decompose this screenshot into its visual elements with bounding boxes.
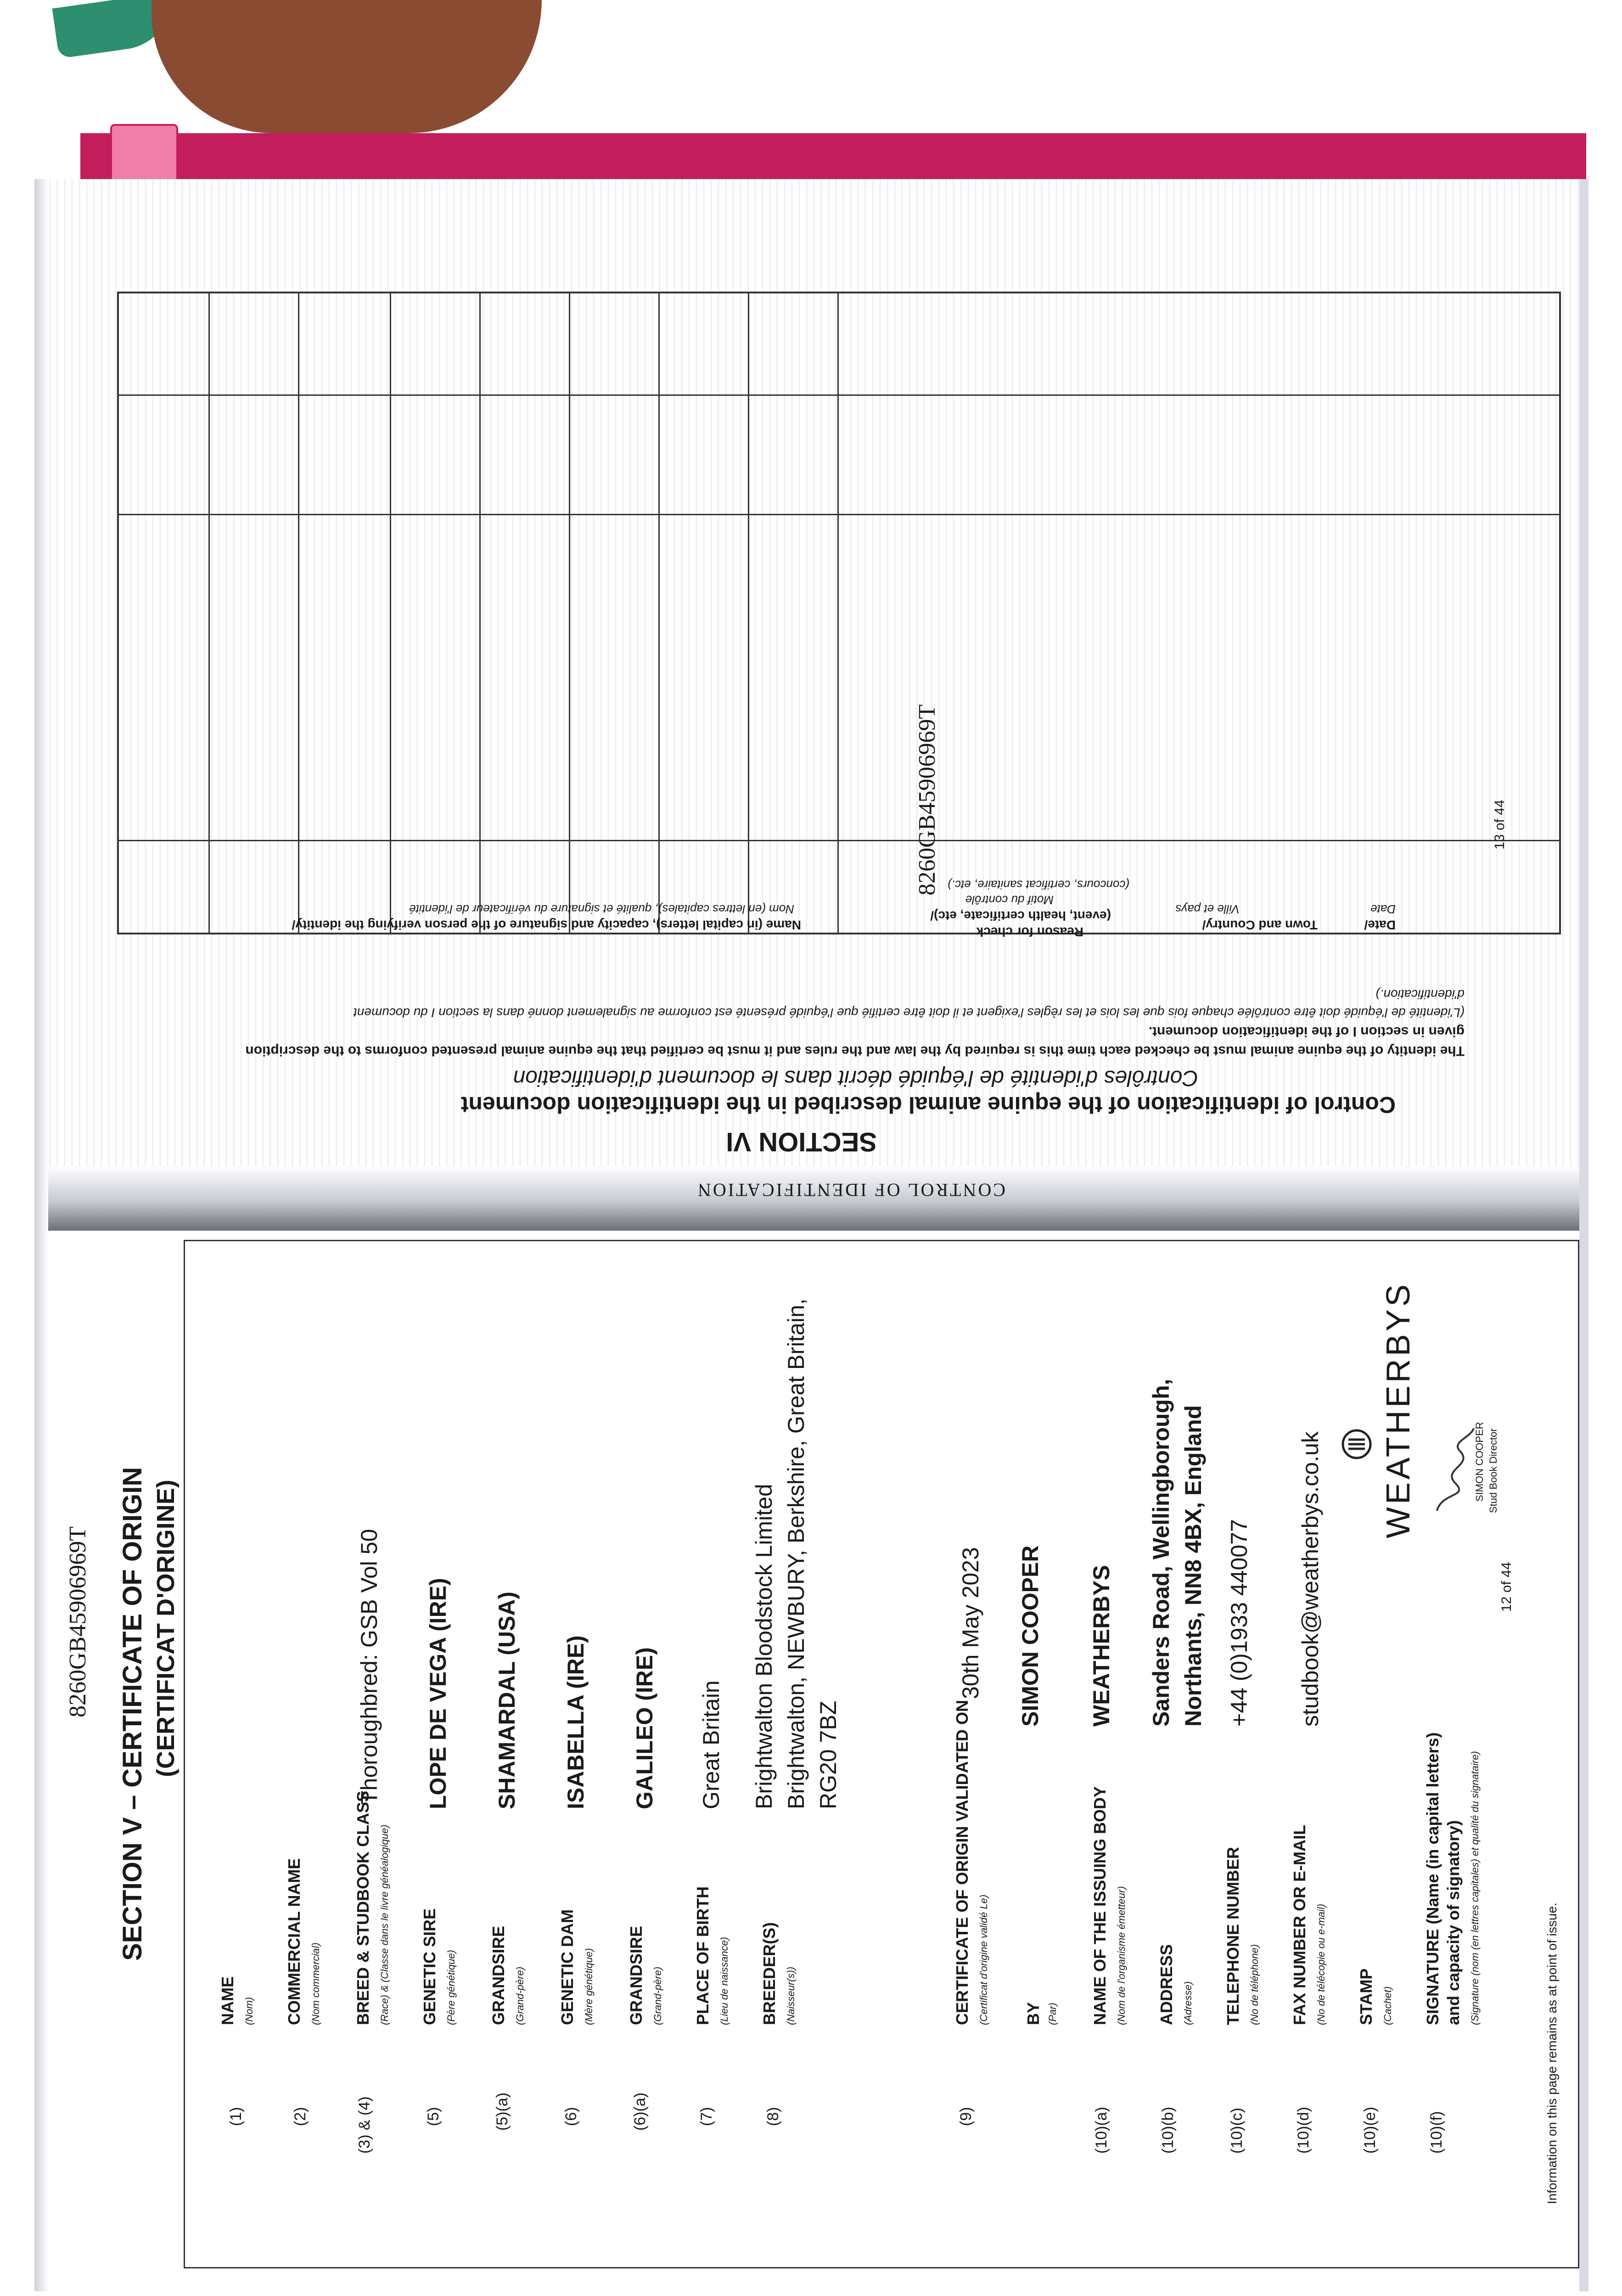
weatherbys-crest-icon xyxy=(1338,1426,1375,1463)
photo-edge-brown xyxy=(152,0,542,133)
field-sub-grandsire-sire: (Grand-père) xyxy=(514,1966,526,2025)
field-num-7: (7) xyxy=(698,2107,715,2126)
field-sub-breed: (Race) & (Classe dans le livre généalogique) xyxy=(379,1824,390,2025)
field-sub-genetic-sire: (Père génétique) xyxy=(445,1950,457,2025)
stamp-text: WEATHERBYS xyxy=(1380,1282,1417,1538)
section-vi-title: SECTION VI xyxy=(726,1127,877,1157)
field-sub-validated-on: (Certificat d'origine validé Le) xyxy=(978,1894,989,2025)
section-vi-heading: Control of identification of the equine animal described in the identification document xyxy=(460,1092,1396,1118)
field-value-genetic-dam: ISABELLA (IRE) xyxy=(563,1635,589,1809)
intro-en-line2: given in section I of the identification document. xyxy=(1148,1024,1465,1039)
field-sub-stamp: (Cachet) xyxy=(1382,1986,1393,2025)
field-num-10d: (10)(d) xyxy=(1295,2106,1312,2154)
passport-cover-edge xyxy=(80,133,1586,179)
field-value-email: studbook@weatherbys.co.uk xyxy=(1297,1431,1323,1727)
row-header-date: Date/ xyxy=(1364,918,1396,932)
field-value-grandsire-sire: SHAMARDAL (USA) xyxy=(494,1591,520,1809)
field-label-breeders: BREEDER(S) xyxy=(760,1922,779,2025)
table-col-divider xyxy=(390,293,391,934)
footer-note: Information on this page remains as at point of issue. xyxy=(1545,1902,1559,2204)
field-label-signature-line2: and capacity of signatory) xyxy=(1444,1820,1463,2025)
field-num-10b: (10)(b) xyxy=(1159,2106,1177,2154)
field-num-10c: (10)(c) xyxy=(1228,2107,1246,2154)
field-num-9: (9) xyxy=(957,2107,975,2126)
field-sub-issuing-body: (Nom de l'organisme émetteur) xyxy=(1116,1886,1127,2025)
field-sub-signature: (Signature (nom (en lettres capitales) et qualité du signataire) xyxy=(1469,1751,1481,2025)
field-label-validated-on: CERTIFICATE OF ORIGIN VALIDATED ON xyxy=(953,1700,971,2025)
field-value-place-of-birth: Great Britain xyxy=(698,1680,724,1809)
table-col-divider xyxy=(479,293,481,934)
field-label-genetic-dam: GENETIC DAM xyxy=(558,1909,577,2025)
field-num-10e: (10)(e) xyxy=(1361,2106,1379,2154)
field-num-8: (8) xyxy=(764,2107,782,2126)
field-num-5a: (5)(a) xyxy=(494,2092,511,2131)
field-sub-address: (Adresse) xyxy=(1182,1981,1194,2025)
field-value-address-line2: Northants, NN8 4BX, England xyxy=(1180,1405,1206,1727)
signatory-title: Stud Book Director xyxy=(1487,1428,1499,1513)
table-col-divider xyxy=(569,293,570,934)
identity-check-table xyxy=(117,292,1561,934)
running-head: CONTROL OF IDENTIFICATION xyxy=(696,1180,1005,1200)
table-row-divider xyxy=(119,840,1560,841)
field-sub-telephone: (No de téléphone) xyxy=(1249,1944,1260,2025)
field-label-grandsire-dam: GRANDSIRE xyxy=(627,1925,645,2025)
field-value-breeder-line3: RG20 7BZ xyxy=(815,1700,841,1809)
section-v-subtitle: (CERTIFICAT D'ORIGINE) xyxy=(152,1480,180,1777)
field-label-name: NAME xyxy=(218,1976,237,2025)
field-sub-genetic-dam: (Mère génétique) xyxy=(583,1948,595,2025)
intro-fr-line1: (L'identité de l'équidé doit être contrôlée chaque fois que les lois et les règles l'exigent et il doit être certifié que l'équidé présenté est conforme au signalement donné dans la section I du document xyxy=(354,1006,1465,1020)
table-row-divider xyxy=(119,514,1560,515)
field-num-2: (2) xyxy=(292,2107,309,2126)
signatory-name: SIMON COOPER xyxy=(1474,1422,1485,1502)
field-label-commercial-name: COMMERCIAL NAME xyxy=(285,1858,303,2025)
scan-edge-left xyxy=(34,179,48,2291)
row-header-reason-fr: Motif du contrôle xyxy=(965,893,1054,907)
field-label-by: BY xyxy=(1024,2002,1043,2025)
field-label-place-of-birth: PLACE OF BIRTH xyxy=(693,1886,712,2025)
field-label-issuing-body: NAME OF THE ISSUING BODY xyxy=(1090,1786,1109,2025)
field-value-breeder-line2: Brightwalton, NEWBURY, Berkshire, Great Britain, xyxy=(783,1298,809,1809)
section-v-title: SECTION V – CERTIFICATE OF ORIGIN xyxy=(118,1467,147,1961)
field-value-breeder-line1: Brightwalton Bloodstock Limited xyxy=(751,1484,777,1809)
table-col-divider xyxy=(208,293,210,934)
field-label-grandsire-sire: GRANDSIRE xyxy=(489,1925,508,2025)
field-sub-breeders: (Naisseur(s)) xyxy=(785,1966,797,2025)
row-header-date-fr: Date xyxy=(1370,902,1396,916)
field-value-by: SIMON COOPER xyxy=(1017,1545,1043,1727)
row-header-reason-fr-2: (concours, certificat sanitaire, etc.) xyxy=(948,878,1129,892)
field-num-3-4: (3) & (4) xyxy=(356,2096,373,2154)
row-header-reason: Reason for check xyxy=(976,925,1083,939)
row-header-town-fr: Ville et pays xyxy=(1175,902,1240,916)
intro-en-line1: The identity of the equine animal must be checked each time this is required by the law and the rules and it must be certified that the equine animal presented conforms to the description xyxy=(245,1043,1465,1058)
table-col-divider xyxy=(658,293,660,934)
field-label-telephone: TELEPHONE NUMBER xyxy=(1224,1846,1242,2025)
field-label-signature-line1: SIGNATURE (Name (in capital letters) xyxy=(1423,1732,1442,2025)
field-label-genetic-sire: GENETIC SIRE xyxy=(420,1908,439,2025)
table-col-divider xyxy=(748,293,749,934)
table-col-divider xyxy=(837,293,839,934)
table-row-divider xyxy=(119,394,1560,396)
field-label-breed: BREED & STUDBOOK CLASS xyxy=(354,1790,372,2025)
doc-number-left: 8260GB45906969T xyxy=(65,1526,91,1717)
field-sub-grandsire-dam: (Grand-père) xyxy=(652,1966,663,2025)
row-header-reason-2: (event, health certificate, etc)/ xyxy=(930,909,1111,923)
doc-number-right: 8260GB45906969T xyxy=(914,704,940,895)
section-vi-heading-fr: Contrôles d'identité de l'équidé décrit dans le document d'identification xyxy=(513,1066,1198,1090)
field-sub-place-of-birth: (Lieu de naissance) xyxy=(718,1936,730,2025)
field-value-telephone: +44 (0)1933 440077 xyxy=(1226,1519,1252,1727)
scan-edge-right xyxy=(1579,179,1588,2291)
field-sub-by: (Par) xyxy=(1047,2003,1058,2025)
field-num-6: (6) xyxy=(562,2107,580,2126)
field-value-address-line1: Sanders Road, Wellingborough, xyxy=(1148,1379,1174,1727)
field-num-10f: (10)(f) xyxy=(1428,2111,1445,2154)
intro-fr-line2: d'identification.) xyxy=(1375,987,1465,1002)
field-label-address: ADDRESS xyxy=(1157,1944,1176,2025)
field-value-breed: Thoroughbred: GSB Vol 50 xyxy=(356,1529,382,1805)
table-col-divider xyxy=(298,293,299,934)
field-value-genetic-sire: LOPE DE VEGA (IRE) xyxy=(425,1578,451,1809)
row-header-town: Town and Country/ xyxy=(1202,918,1318,932)
field-num-1: (1) xyxy=(227,2107,245,2126)
page-number-12: 12 of 44 xyxy=(1499,1562,1514,1612)
field-sub-commercial-name: (Nom commercial) xyxy=(310,1942,321,2025)
row-header-verifier: Name (in capital letters), capacity and signature of the person verifying the identity/ xyxy=(292,918,801,932)
field-sub-name: (Nom) xyxy=(243,1997,255,2025)
field-num-5: (5) xyxy=(425,2107,442,2126)
field-sub-fax-email: (No de télécopie ou e-mail) xyxy=(1315,1903,1327,2025)
page-number-13: 13 of 44 xyxy=(1492,799,1507,850)
row-header-verifier-fr: Nom (en lettres capitales), qualité et signature du vérificateur de l'identité xyxy=(409,902,794,916)
field-value-grandsire-dam: GALILEO (IRE) xyxy=(632,1647,657,1809)
field-value-issuing-body: WEATHERBYS xyxy=(1089,1565,1114,1727)
field-num-6a: (6)(a) xyxy=(631,2092,649,2131)
field-num-10a: (10)(a) xyxy=(1093,2106,1110,2154)
field-label-fax-email: FAX NUMBER OR E-MAIL xyxy=(1290,1825,1309,2025)
field-label-stamp: STAMP xyxy=(1357,1968,1375,2025)
field-value-validated-on: 30th May 2023 xyxy=(958,1547,983,1699)
